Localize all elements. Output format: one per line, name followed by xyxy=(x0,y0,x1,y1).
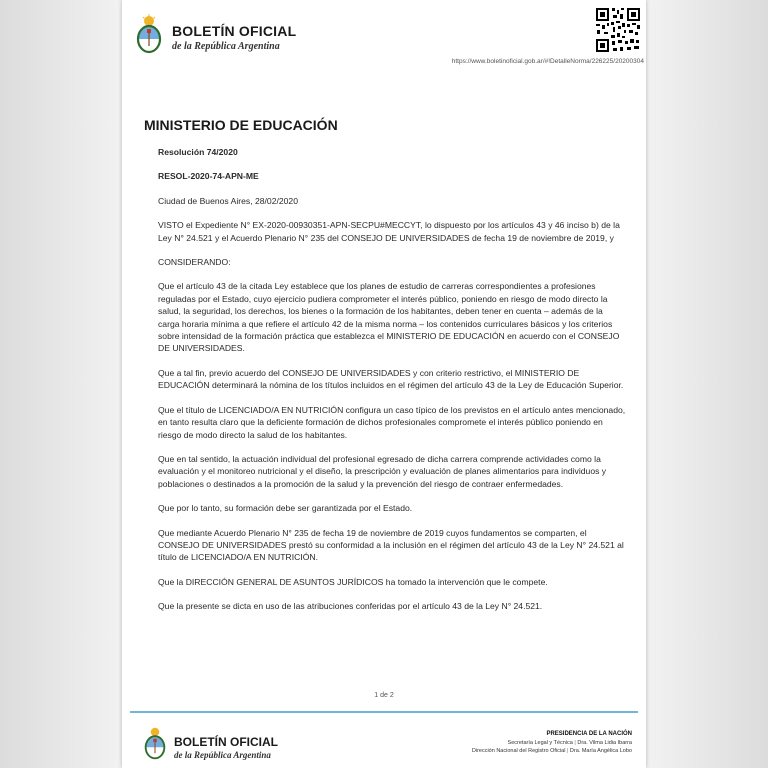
resolution-number: Resolución 74/2020 xyxy=(158,147,238,157)
credit-label: Secretaría Legal y Técnica xyxy=(507,739,573,746)
brand-subtitle: de la República Argentina xyxy=(172,41,280,52)
page-header xyxy=(122,0,646,72)
footer-divider xyxy=(130,711,638,713)
resolution-code: RESOL-2020-74-APN-ME xyxy=(158,171,259,182)
place-date: Ciudad de Buenos Aires, 28/02/2020 xyxy=(158,195,298,206)
presidency-label: PRESIDENCIA DE LA NACIÓN xyxy=(546,731,632,737)
coat-of-arms-icon xyxy=(134,14,164,54)
credit-separator: | xyxy=(566,748,569,755)
paragraph: VISTO el Expediente N° EX-2020-00930351-APN-SECPU#MECCYT, lo dispuesto por los artículos 43 y 46 inciso b) de la Ley N° 24.521 y el Acuerdo Plenario N° 235 del CONSEJO DE UNIVERSIDADES de fecha 19 de noviembre de 2019, y xyxy=(158,220,620,243)
credit-line-2 xyxy=(472,747,632,756)
paragraph: Que en tal sentido, la actuación individual del profesional egresado de dicha carrera comprende actividades como la evaluación y el monitoreo nutricional y el diseño, la prescripción y evaluación de planes alimentarios para individuos y poblaciones o destinados a la promoción de la salud y la prevención del riesgo de contraer enfermedades. xyxy=(158,453,607,489)
qr-code-icon xyxy=(594,6,642,54)
paragraph: Que mediante Acuerdo Plenario N° 235 de fecha 19 de noviembre de 2019 cuyos fundamentos se comparten, el CONSEJO DE UNIVERSIDADES prestó su conformidad a la inclusión en el régimen del artículo 43 de la Ley N° 24.521 al título de LICENCIADO/A EN NUTRICIÓN. xyxy=(158,527,624,563)
paragraph: Que la DIRECCIÓN GENERAL DE ASUNTOS JURÍDICOS ha tomado la intervención que le compete. xyxy=(158,576,548,587)
footer-brand-title: BOLETÍN OFICIAL xyxy=(174,735,278,749)
credit-label: Dirección Nacional del Registro Oficial xyxy=(471,748,566,755)
paragraph: Que el título de LICENCIADO/A EN NUTRICIÓN configura un caso típico de los previstos en el artículo antes mencionado, en tanto resulta claro que la deficiente formación de dichos profesionales compromete el interés público poniendo en riesgo de modo directo la salud de los habitantes. xyxy=(158,404,626,440)
paragraph: CONSIDERANDO: xyxy=(158,257,231,268)
document-url: https://www.boletinoficial.gob.ar/#!DetalleNorma/226225/20200304 xyxy=(451,58,644,65)
page-number: 1 de 2 xyxy=(374,692,394,699)
paragraph: Que por lo tanto, su formación debe ser garantizada por el Estado. xyxy=(158,503,413,514)
paragraph: Que el artículo 43 de la citada Ley establece que los planes de estudio de carreras correspondientes a profesiones reguladas por el Estado, cuyo ejercicio pudiera comprometer el interés público, poniendo en riesgo de modo directo la salud, la seguridad, los derechos, los bienes o la formación de los habitantes, deben tener en cuenta – además de la carga horaria mínima a que refiere el artículo 42 de la misma norma – los contenidos curriculares básicos y los criterios sobre intensidad de la formación práctica que establezca el MINISTERIO DE EDUCACIÓN en acuerdo con el CONSEJO DE UNIVERSIDADES. xyxy=(158,281,620,354)
paragraph: Que la presente se dicta en uso de las atribuciones conferidas por el artículo 43 de la Ley N° 24.521. xyxy=(158,601,543,612)
footer-credits xyxy=(472,730,632,756)
background-right xyxy=(646,0,768,768)
footer-brand-subtitle: de la República Argentina xyxy=(174,750,271,760)
background-left xyxy=(0,0,122,768)
document-body xyxy=(158,146,626,625)
brand-title: BOLETÍN OFICIAL xyxy=(172,23,297,39)
credit-name: Dra. Vilma Lidia Ibarra xyxy=(577,739,632,746)
ministry-heading: MINISTERIO DE EDUCACIÓN xyxy=(144,117,338,133)
credit-separator: | xyxy=(574,739,576,746)
paragraph: Que a tal fin, previo acuerdo del CONSEJO DE UNIVERSIDADES y con criterio restrictivo, el MINISTERIO DE EDUCACIÓN determinará la nómina de los títulos incluidos en el régimen del artículo 43 de la Ley de Educación Superior. xyxy=(158,367,624,391)
coat-of-arms-icon xyxy=(142,726,168,760)
credit-line-1 xyxy=(472,739,632,748)
credit-name: Dra. María Angélica Lobo xyxy=(569,748,632,755)
document-page xyxy=(122,0,646,768)
